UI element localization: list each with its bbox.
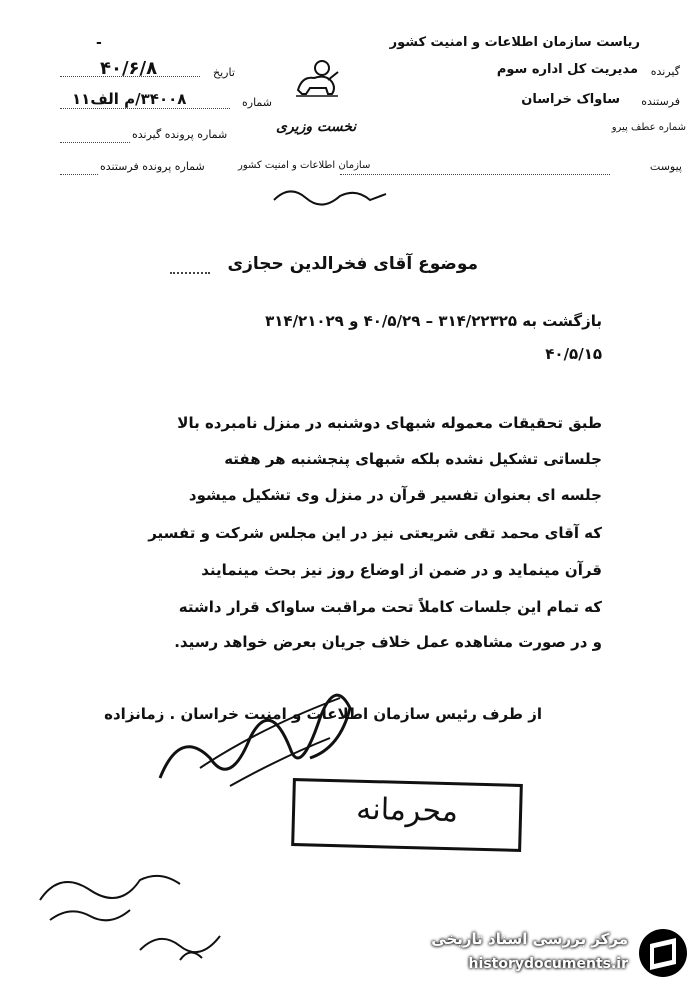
reference-line-1: بازگشت به ۳۱۴/۲۲۳۲۵ – ۴۰/۵/۲۹ و ۳۱۴/۲۱۰۲۹	[265, 312, 602, 330]
watermark-url: historydocuments.ir	[468, 956, 628, 972]
handwritten-note-icon	[30, 850, 230, 970]
attachment-label: پیوست	[649, 160, 682, 173]
body-line: جلساتی تشکیل نشده بلکه شبهای پنجشنبه هر هفته	[224, 450, 602, 468]
lion-sun-emblem-icon	[292, 56, 342, 100]
body-line: طبق تحقیقات معموله شبهای دوشنبه در منزل نامبرده بالا	[177, 414, 602, 432]
sender-value: ساواک خراسان	[521, 92, 620, 107]
body-line: که آقای محمد تقی شریعتی نیز در این مجلس شرکت و تفسیر	[148, 524, 602, 542]
date-value: ۴۰/۶/۸	[100, 58, 158, 79]
number-value: ۳۴۰۰۸/م الف۱۱	[72, 90, 187, 108]
ref-number-label: شماره عطف پیرو	[611, 122, 686, 133]
classification-stamp	[291, 778, 523, 852]
body-line: و در صورت مشاهده عمل خلاف جریان بعرض خواهد رسید.	[174, 633, 602, 651]
header-mark: -	[96, 35, 102, 51]
sender-label: فرستنده	[641, 95, 680, 108]
recipient-value: مدیریت کل اداره سوم	[496, 62, 638, 77]
body-line: قرآن مینماید و در ضمن از اوضاع روز نیز بحث مینمایند	[201, 561, 602, 579]
watermark-logo-icon	[636, 926, 690, 980]
watermark-title: مرکز بررسی اسناد تاریخی	[431, 930, 628, 948]
number-label: شماره	[242, 96, 273, 109]
handwritten-scribble-icon	[270, 180, 390, 208]
sender-file-dotted-line	[60, 174, 98, 175]
number-dotted-line	[60, 108, 230, 109]
recipient-file-dotted-line	[60, 142, 130, 143]
watermark	[408, 922, 694, 982]
body-line: که تمام این جلسات کاملاً تحت مراقبت ساواک قرار داشته	[178, 598, 602, 616]
org-title: ریاست سازمان اطلاعات و امنیت کشور	[389, 35, 640, 50]
sender-file-label: شماره پرونده فرستنده	[100, 160, 205, 173]
subject-dots	[170, 272, 210, 274]
date-dotted-line	[60, 76, 200, 77]
classification-stamp-text: محرمانه	[355, 791, 459, 830]
reference-line-2: ۴۰/۵/۱۵	[545, 345, 602, 363]
attachment-dotted-line	[340, 174, 610, 175]
stamp-line2: سازمان اطلاعات و امنیت کشور	[238, 160, 371, 171]
closing-line: از طرف رئیس سازمان اطلاعات و امنیت خراسان . زمانزاده	[104, 705, 542, 723]
recipient-file-label: شماره پرونده گیرنده	[132, 128, 228, 141]
date-label: تاریخ	[213, 66, 235, 79]
recipient-label: گیرنده	[650, 65, 680, 78]
stamp-line1: نخست وزیری	[276, 119, 357, 135]
body-line: جلسه ای بعنوان تفسیر قرآن در منزل وی تشکیل میشود	[188, 486, 602, 504]
subject-line: موضوع آقای فخرالدین حجازی	[227, 254, 478, 274]
